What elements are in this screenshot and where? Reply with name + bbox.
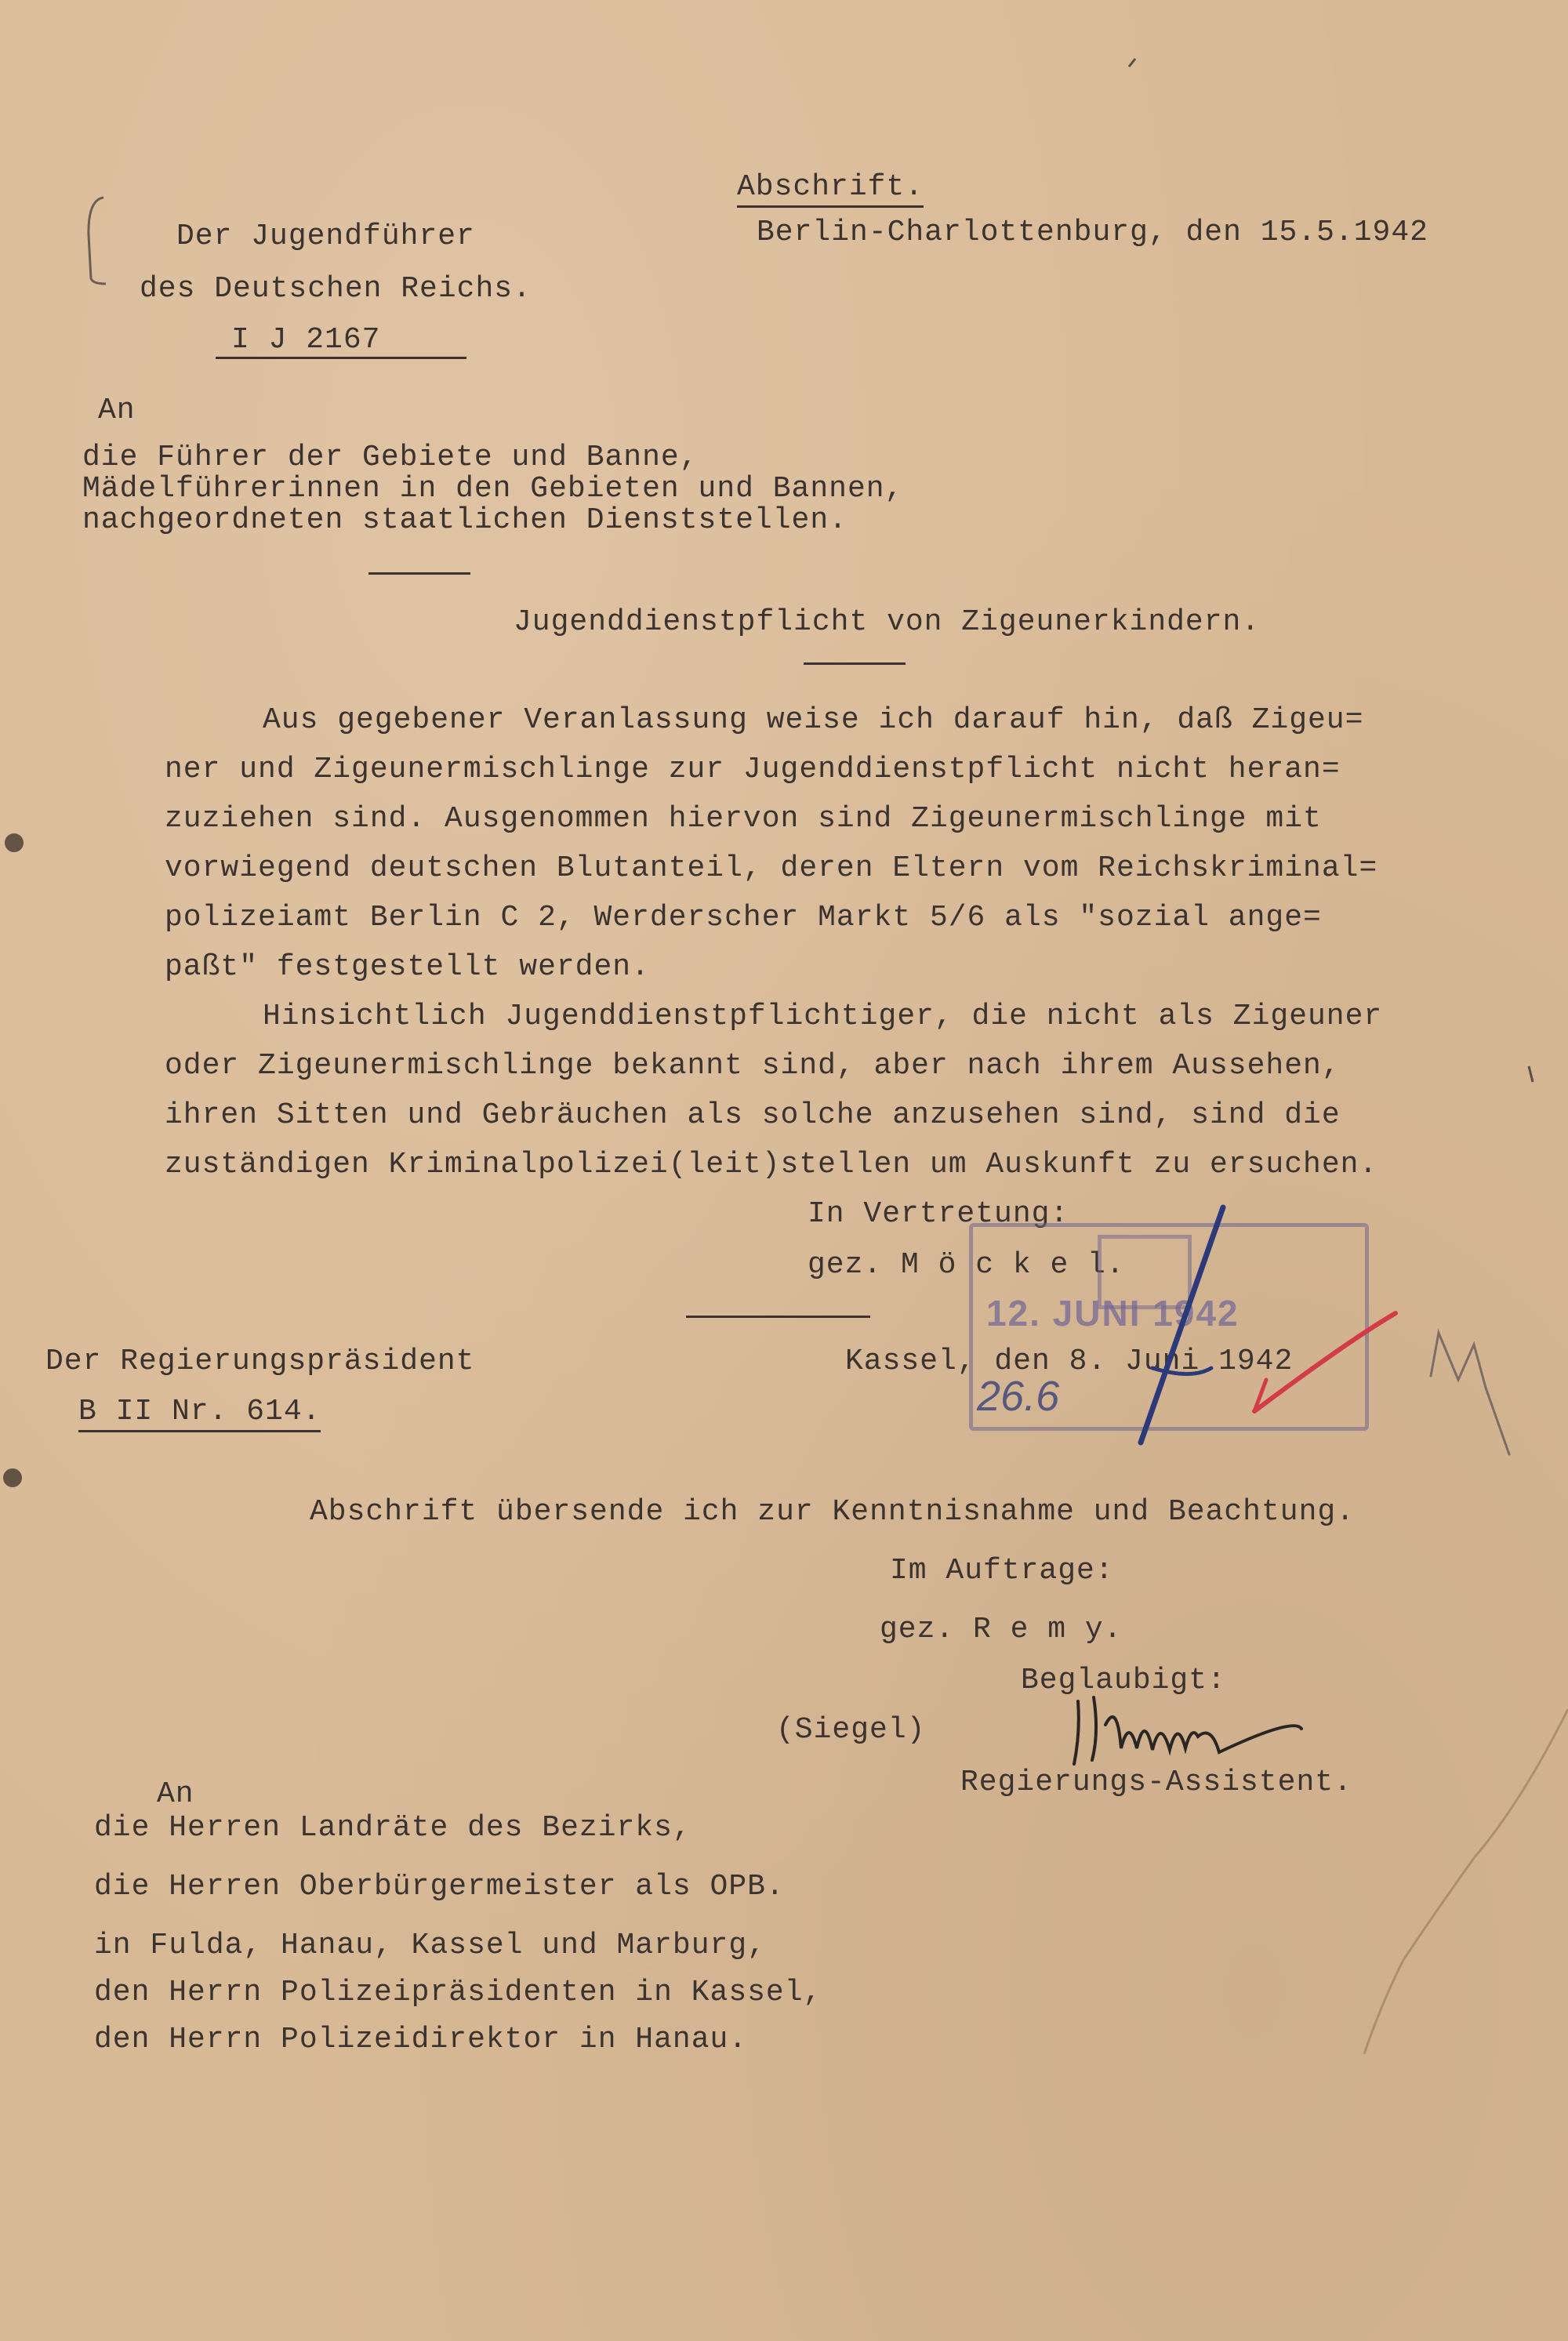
addressee-line-3: nachgeordneten staatlichen Dienststellen.: [82, 503, 848, 537]
signature1-in-vertretung: In Vertretung:: [808, 1197, 1069, 1231]
body-line-9: ihren Sitten und Gebräuchen als solche anzusehen sind, sind die: [165, 1098, 1341, 1132]
addressee-line-1: die Führer der Gebiete und Banne,: [82, 441, 699, 474]
body-line-8: oder Zigeunermischlinge bekannt sind, aber nach ihrem Aussehen,: [165, 1049, 1341, 1083]
stamp-date: 12. JUNI 1942: [986, 1293, 1240, 1334]
recipient-line-1: die Herren Landräte des Bezirks,: [94, 1811, 691, 1845]
body-line-4: vorwiegend deutschen Blutanteil, deren Eltern vom Reichskriminal=: [165, 851, 1378, 885]
paper-crease: [1364, 1709, 1568, 2054]
second-sender-place-date: Kassel, den 8. Juni 1942: [845, 1345, 1294, 1378]
addressee-line-2: Mädelführerinnen in den Gebieten und Bannen,: [82, 472, 904, 506]
copy-label: Abschrift.: [737, 172, 924, 208]
recipient-line-3: in Fulda, Hanau, Kassel und Marburg,: [94, 1929, 766, 1962]
punch-mark-top: [5, 833, 24, 852]
separator-dash-2: [804, 662, 906, 665]
recipient-line-4: den Herrn Polizeipräsidenten in Kassel,: [94, 1976, 822, 2009]
sender-line-1: Der Jugendführer: [176, 220, 475, 253]
second-sender-office: Der Regierungspräsident: [45, 1345, 475, 1378]
signature2-seal: (Siegel): [776, 1713, 926, 1747]
body-line-2: ner und Zigeunermischlinge zur Jugenddienstpflicht nicht heran=: [165, 753, 1341, 786]
recipient-line-5: den Herrn Polizeidirektor in Hanau.: [94, 2023, 748, 2056]
sender-line-2: des Deutschen Reichs.: [140, 272, 532, 306]
recipient-line-2: die Herren Oberbürgermeister als OPB.: [94, 1870, 785, 1904]
body-line-1: Aus gegebener Veranlassung weise ich darauf hin, daß Zigeu=: [263, 703, 1364, 737]
body-line-3: zuziehen sind. Ausgenommen hiervon sind Zigeunermischlinge mit: [165, 802, 1322, 836]
punch-mark-bottom: [3, 1468, 22, 1487]
body-line-10: zuständigen Kriminalpolizei(leit)stellen um Auskunft zu ersuchen.: [165, 1148, 1378, 1181]
stamp-handwritten-number: 26.6: [977, 1373, 1060, 1420]
recipients-to: An: [157, 1777, 194, 1811]
subject-line: Jugenddienstpflicht von Zigeunerkindern.: [514, 605, 1261, 639]
body-line-6: paßt" festgestellt werden.: [165, 950, 650, 984]
sender-reference: I J 2167: [231, 323, 381, 357]
body-line-7: Hinsichtlich Jugenddienstpflichtiger, die nicht als Zigeuner: [263, 1000, 1383, 1033]
separator-dash-1: [368, 572, 470, 575]
pencil-initials: [1431, 1333, 1509, 1454]
body-line-5: polizeiamt Berlin C 2, Werderscher Markt 5/6 als "sozial ange=: [165, 901, 1322, 935]
forwarding-line: Abschrift übersende ich zur Kenntnisnahme und Beachtung.: [310, 1495, 1356, 1529]
header-place-date: Berlin-Charlottenburg, den 15.5.1942: [757, 216, 1428, 249]
signature2-title: Regierungs-Assistent.: [960, 1766, 1352, 1799]
second-sender-reference: B II Nr. 614.: [78, 1397, 321, 1432]
separator-dash-3: [686, 1316, 870, 1318]
handwritten-signature: [1074, 1697, 1301, 1764]
signature1-name: gez. M ö c k e l.: [808, 1248, 1125, 1282]
signature2-certified: Beglaubigt:: [1021, 1664, 1226, 1697]
pencil-bracket: [89, 198, 106, 284]
signature2-im-auftrage: Im Auftrage:: [890, 1554, 1114, 1588]
signature2-name: gez. R e m y.: [880, 1613, 1123, 1646]
reference-underline: [216, 357, 466, 359]
addressee-to: An: [98, 394, 136, 427]
